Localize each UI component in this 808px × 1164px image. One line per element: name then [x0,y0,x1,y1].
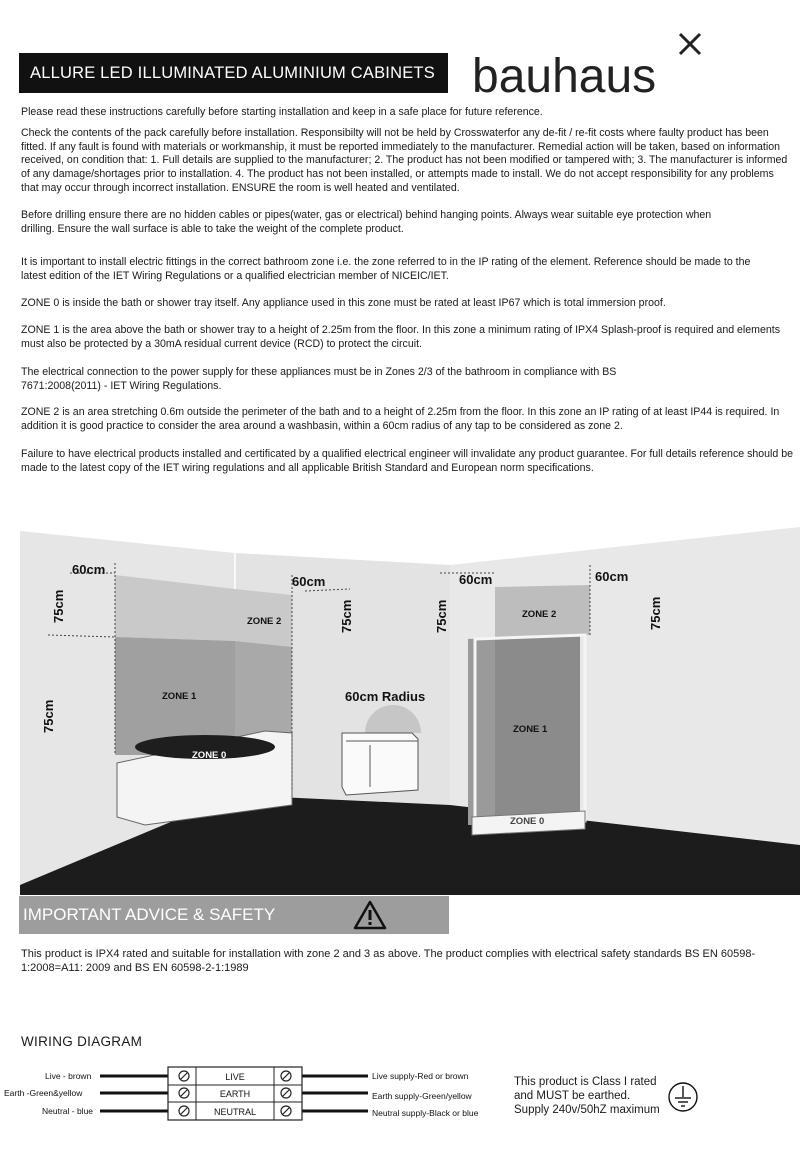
bauhaus-logo [472,30,712,100]
document-title: ALLURE LED ILLUMINATED ALUMINIUM CABINETS [19,53,448,93]
dim-75-2: 75cm [41,699,56,733]
dim-75-3: 75cm [339,599,354,633]
terminal-earth: EARTH [219,1089,251,1099]
dim-60-1: 60cm [72,562,106,577]
zone1-label-left: ZONE 1 [162,691,197,702]
zone1-label-right: ZONE 1 [513,724,548,735]
vanity-unit [342,733,418,795]
left-live-label: Live - brown [45,1071,92,1081]
class-note-line3: Supply 240v/50hZ maximum [514,1104,660,1116]
terminal-neutral: NEUTRAL [213,1107,257,1117]
dim-75-1: 75cm [51,589,66,623]
class-note-line2: and MUST be earthed. [514,1090,631,1102]
contents-check-paragraph: Check the contents of the pack carefully before installation. Responsibilty will not be held by Crosswaterfor any de-fit / re-fit costs where faulty product has been fitted. If any fault is found with materials or workmanship, it must be reported immediately to the manufacturer. Remedial action will be taken, based on information received, on condition that: 1. Full details are supplied to the manufacturer; 2. The product has not been modified or tampered with; 3. The manufacturer is informed of any damage/shortages prior to installation. 4. The product has not been installed, or attempts made to install. We do not accept responsibility for any problems that may occur through incorrect installation. ENSURE the room is well heated and ventilated. [21,127,788,194]
dim-75-4: 75cm [434,599,449,633]
dim-60-3: 60cm [459,572,493,587]
safety-text: This product is IPX4 rated and suitable for installation with zone 2 and 3 as above. The product complies with electrical safety standards BS EN 60598-1:2008=A11: 2009 and BS EN 60598-2-1:1989 [21,948,756,974]
right-earth-label: Earth supply-Green/yellow [372,1091,472,1101]
zone2-label-left: ZONE 2 [247,616,282,627]
failure-paragraph: Failure to have electrical products installed and certificated by a qualified electrical engineer will invalidate any product guarantee. For full details reference should be made to the latest copy of the IET wiring regulations and all applicable British Standard and European norm specifications. [21,448,794,474]
zone2-label-right: ZONE 2 [522,609,557,620]
wiring-diagram-title: WIRING DIAGRAM [21,1034,143,1049]
left-earth-label: Earth -Green&yellow [4,1088,83,1098]
right-neutral-label: Neutral supply-Black or blue [372,1108,479,1118]
safety-heading: IMPORTANT ADVICE & SAFETY [19,896,449,934]
warning-icon [353,900,387,930]
zone1-paragraph: ZONE 1 is the area above the bath or shower tray to a height of 2.25m from the floor. In this zone a minimum rating of IPX4 Splash-proof is required and elements must also be protected by a 30mA residual current device (RCD) to protect the circuit. [21,324,781,350]
intro-paragraph: Please read these instructions carefully before starting installation and keep in a safe place for future reference. [21,106,543,118]
zone0-paragraph: ZONE 0 is inside the bath or shower tray itself. Any appliance used in this zone must be rated at least IP67 which is total immersion proof. [21,297,666,309]
radius-label: 60cm Radius [345,689,426,704]
dim-60-2: 60cm [292,574,326,589]
zone-intro-paragraph: It is important to install electric fittings in the correct bathroom zone i.e. the zone referred to in the IP rating of the element. Reference should be made to the latest edition of the IET Wiring Regulations or a qualified electrician member of NICEIC/IET. [21,256,751,282]
left-neutral-label: Neutral - blue [42,1106,94,1116]
terminal-live: LIVE [225,1072,245,1082]
zone0-label-shower: ZONE 0 [510,816,545,827]
brand-x-mark [680,34,700,54]
terminal-block [168,1067,302,1120]
brand-wordmark: bauhaus [472,50,657,100]
dim-75-5: 75cm [648,596,663,630]
connection-paragraph: The electrical connection to the power supply for these appliances must be in Zones 2/3 of the bathroom in compliance with BS 7671:2008(2011) - IET Wiring Regulations. [21,366,617,392]
zone2-paragraph: ZONE 2 is an area stretching 0.6m outside the perimeter of the bath and to a height of 2.25m from the floor. In this zone an IP rating of at least IP44 is required. In addition it is good practice to consider the area around a washbasin, within a 60cm radius of any tap to be considered as zone 2. [21,406,780,432]
zone0-label-bath: ZONE 0 [192,750,227,761]
drilling-paragraph: Before drilling ensure there are no hidden cables or pipes(water, gas or electrical) behind hanging points. Always wear suitable eye protection when drilling. Ensure the wall surface is able to take the weight of the complete product. [21,209,712,235]
class-note-line1: This product is Class I rated [514,1076,657,1088]
right-live-label: Live supply-Red or brown [372,1071,469,1081]
bathroom-zones-diagram [20,505,800,895]
dim-60-4: 60cm [595,569,629,584]
